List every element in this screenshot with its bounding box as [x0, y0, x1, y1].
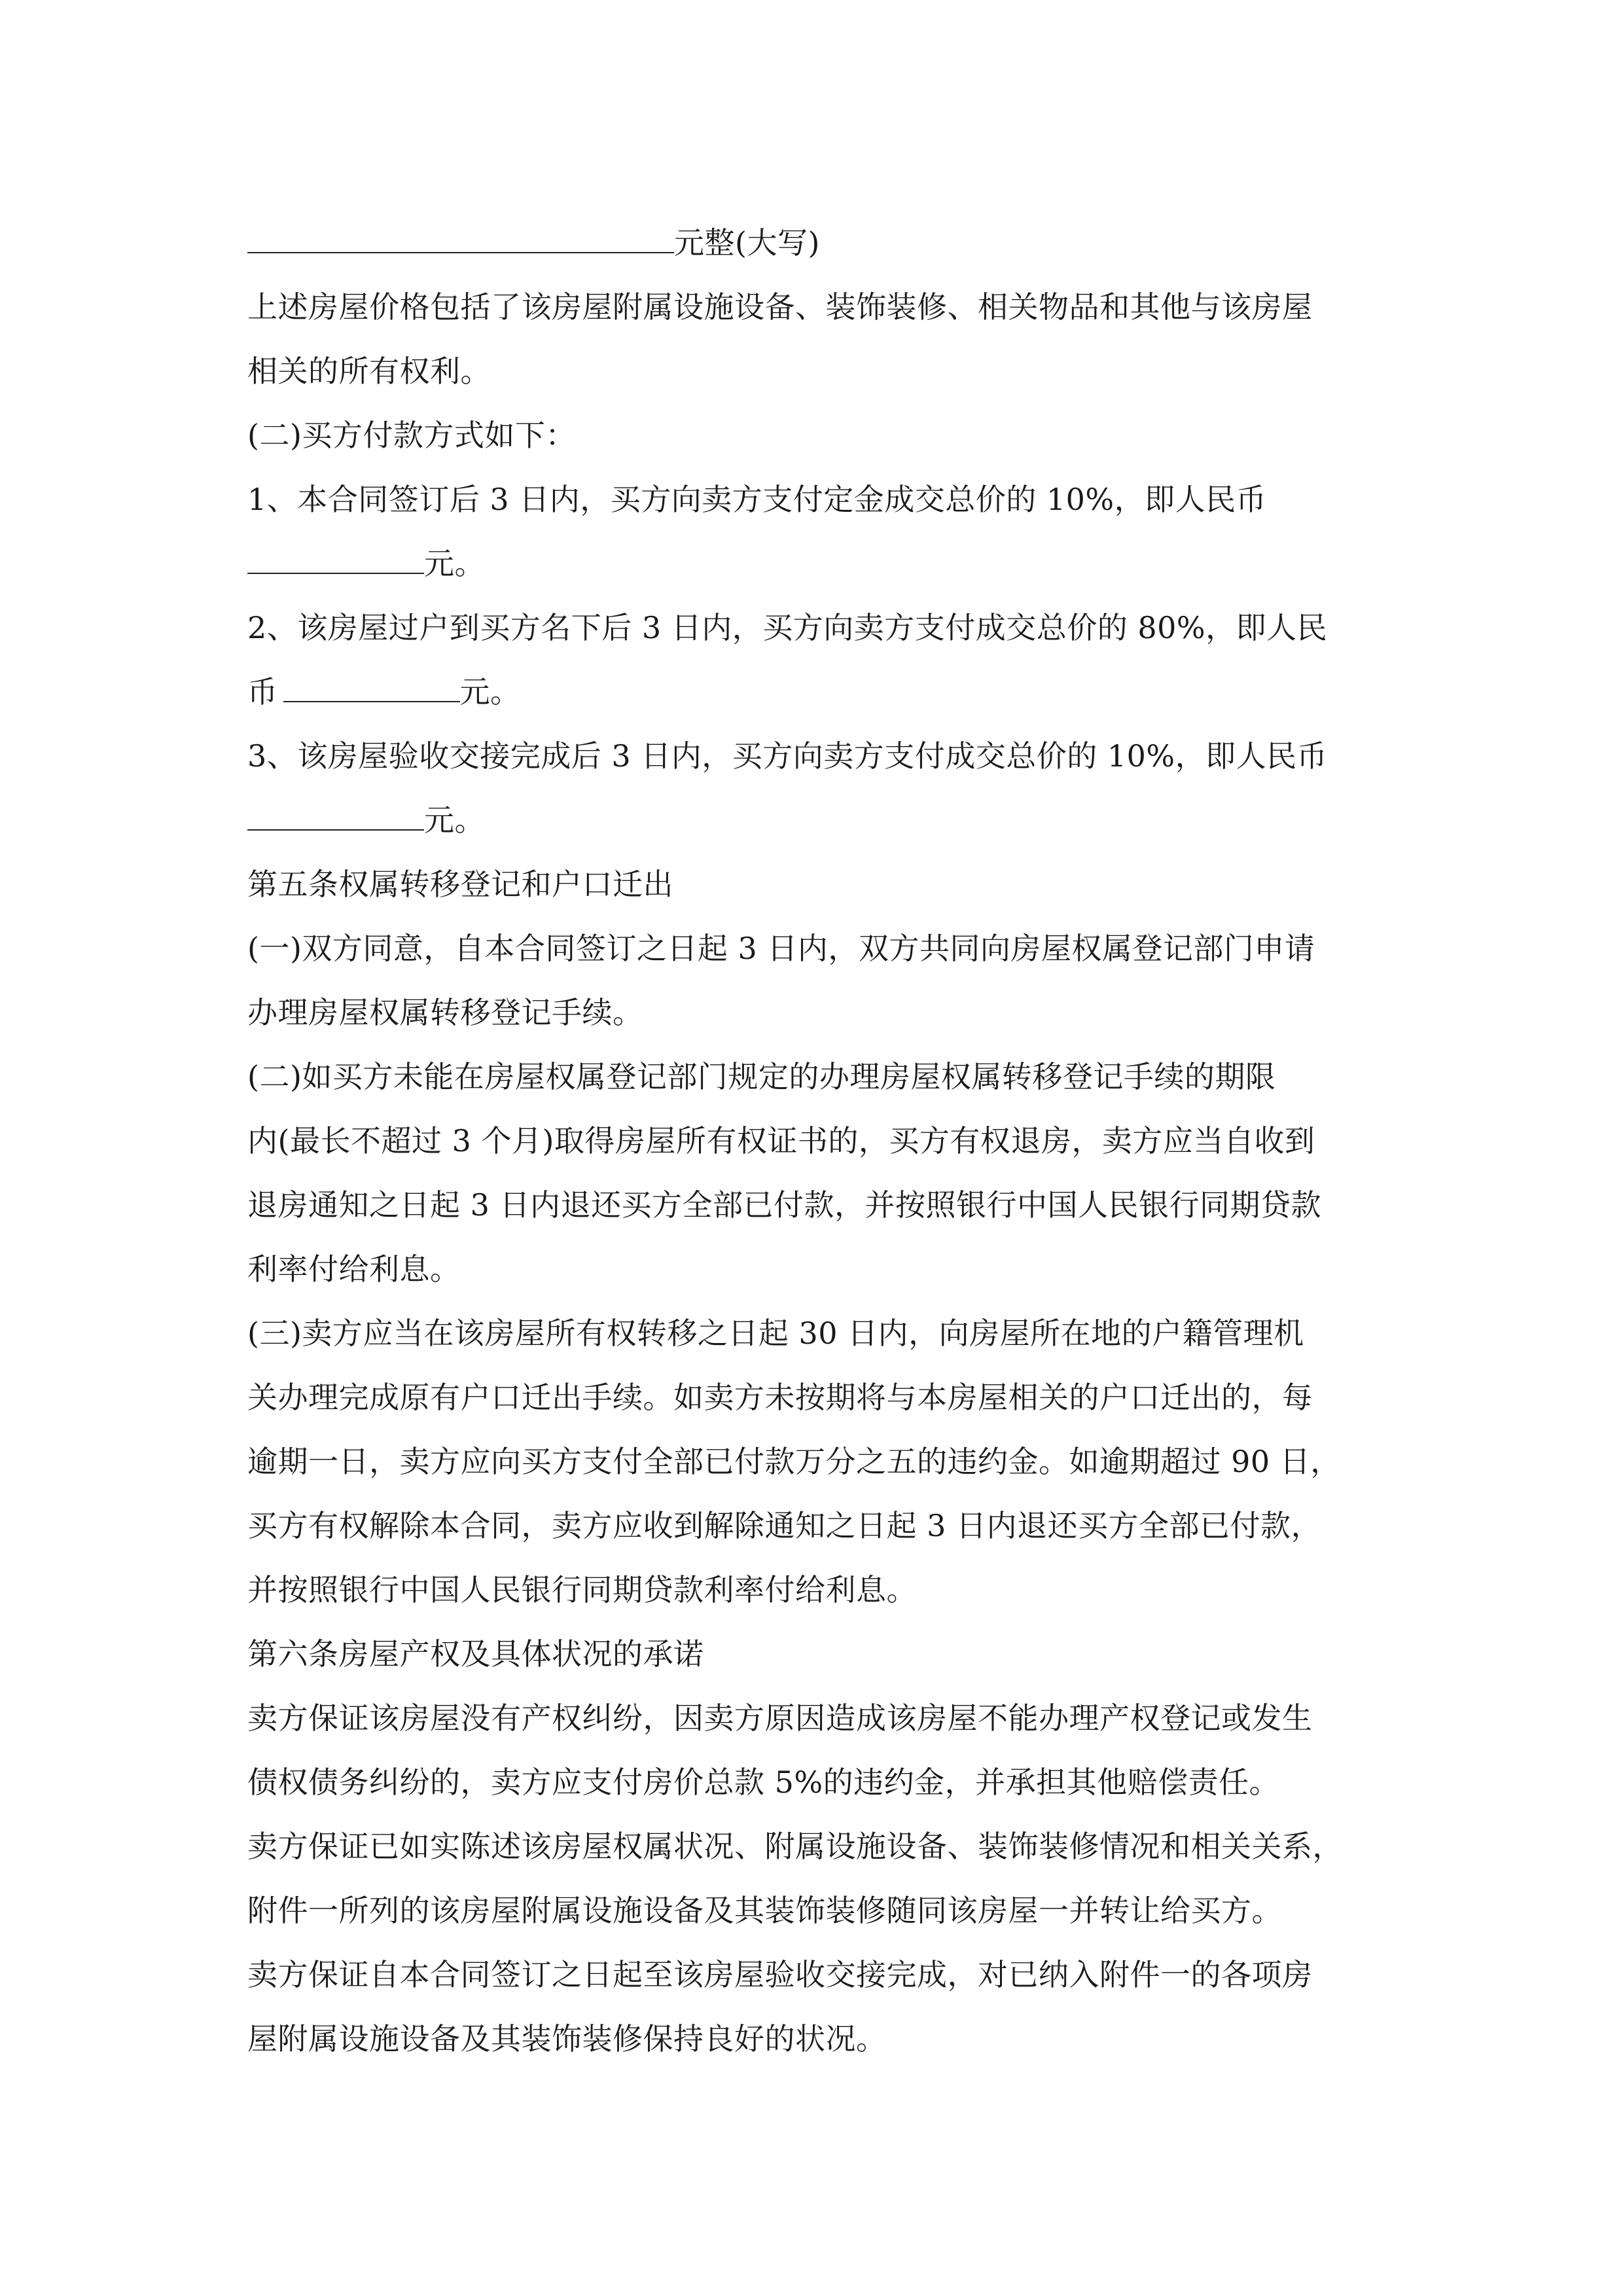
article-heading: 第六条房屋产权及具体状况的承诺	[247, 1636, 704, 1672]
text-line: 逾期一日，卖方应向买方支付全部已付款万分之五的违约金。如逾期超过 90 日，	[247, 1444, 1341, 1479]
document-body	[247, 211, 1389, 2071]
line-text: 元。	[424, 546, 485, 581]
article-heading: 第五条权属转移登记和户口迁出	[247, 867, 673, 902]
text-line: 屋附属设施设备及其装饰装修保持良好的状况。	[247, 2021, 887, 2056]
line-text: 元。	[459, 674, 521, 709]
text-line: 卖方保证自本合同签订之日起至该房屋验收交接完成，对已纳入附件一的各项房	[247, 1957, 1313, 1992]
text-line: 利率付给利息。	[247, 1251, 461, 1287]
text-line	[247, 211, 1389, 275]
blank-field	[283, 675, 460, 702]
text-line: 关办理完成原有户口迁出手续。如卖方未按期将与本房屋相关的户口迁出的，每	[247, 1380, 1313, 1415]
text-line: 卖方保证已如实陈述该房屋权属状况、附属设施设备、装饰装修情况和相关关系，	[247, 1829, 1343, 1864]
text-line: 上述房屋价格包括了该房屋附属设施设备、装饰装修、相关物品和其他与该房屋	[247, 289, 1313, 325]
line-text: 元。	[424, 802, 485, 838]
text-line: 1、本合同签订后 3 日内，买方向卖方支付定金成交总价的 10%，即人民币	[247, 482, 1267, 517]
text-line	[247, 531, 1389, 596]
text-line: (二)如买方未能在房屋权属登记部门规定的办理房屋权属转移登记手续的期限	[247, 1059, 1276, 1094]
text-line: 附件一所列的该房屋附属设施设备及其装饰装修随同该房屋一并转让给买方。	[247, 1893, 1282, 1928]
blank-field	[247, 803, 424, 831]
text-line	[247, 660, 1389, 724]
text-line: 退房通知之日起 3 日内退还买方全部已付款，并按照银行中国人民银行同期贷款	[247, 1187, 1322, 1223]
text-line: 买方有权解除本合同，卖方应收到解除通知之日起 3 日内退还买方全部已付款，	[247, 1508, 1322, 1543]
blank-field	[247, 547, 424, 574]
blank-field	[247, 226, 674, 253]
text-line: 3、该房屋验收交接完成后 3 日内，买方向卖方支付成交总价的 10%，即人民币	[247, 738, 1328, 774]
text-line: 相关的所有权利。	[247, 353, 491, 389]
text-line: (一)双方同意，自本合同签订之日起 3 日内，双方共同向房屋权属登记部门申请	[247, 931, 1315, 966]
text-line: (三)卖方应当在该房屋所有权转移之日起 30 日内，向房屋所在地的户籍管理机	[247, 1316, 1304, 1351]
text-line: 卖方保证该房屋没有产权纠纷，因卖方原因造成该房屋不能办理产权登记或发生	[247, 1700, 1313, 1736]
text-line: 办理房屋权属转移登记手续。	[247, 995, 643, 1030]
section-heading: (二)买方付款方式如下：	[247, 418, 576, 453]
text-line: 内(最长不超过 3 个月)取得房屋所有权证书的，买方有权退房，卖方应当自收到	[247, 1123, 1315, 1158]
text-line: 并按照银行中国人民银行同期贷款利率付给利息。	[247, 1572, 917, 1607]
text-line: 债权债务纠纷的，卖方应支付房价总款 5%的违约金，并承担其他赔偿责任。	[247, 1765, 1280, 1800]
line-text: 元整(大写)	[674, 225, 820, 260]
text-line	[247, 788, 1389, 852]
line-prefix: 币	[247, 674, 278, 709]
text-line: 2、该房屋过户到买方名下后 3 日内，买方向卖方支付成交总价的 80%，即人民	[247, 610, 1328, 645]
